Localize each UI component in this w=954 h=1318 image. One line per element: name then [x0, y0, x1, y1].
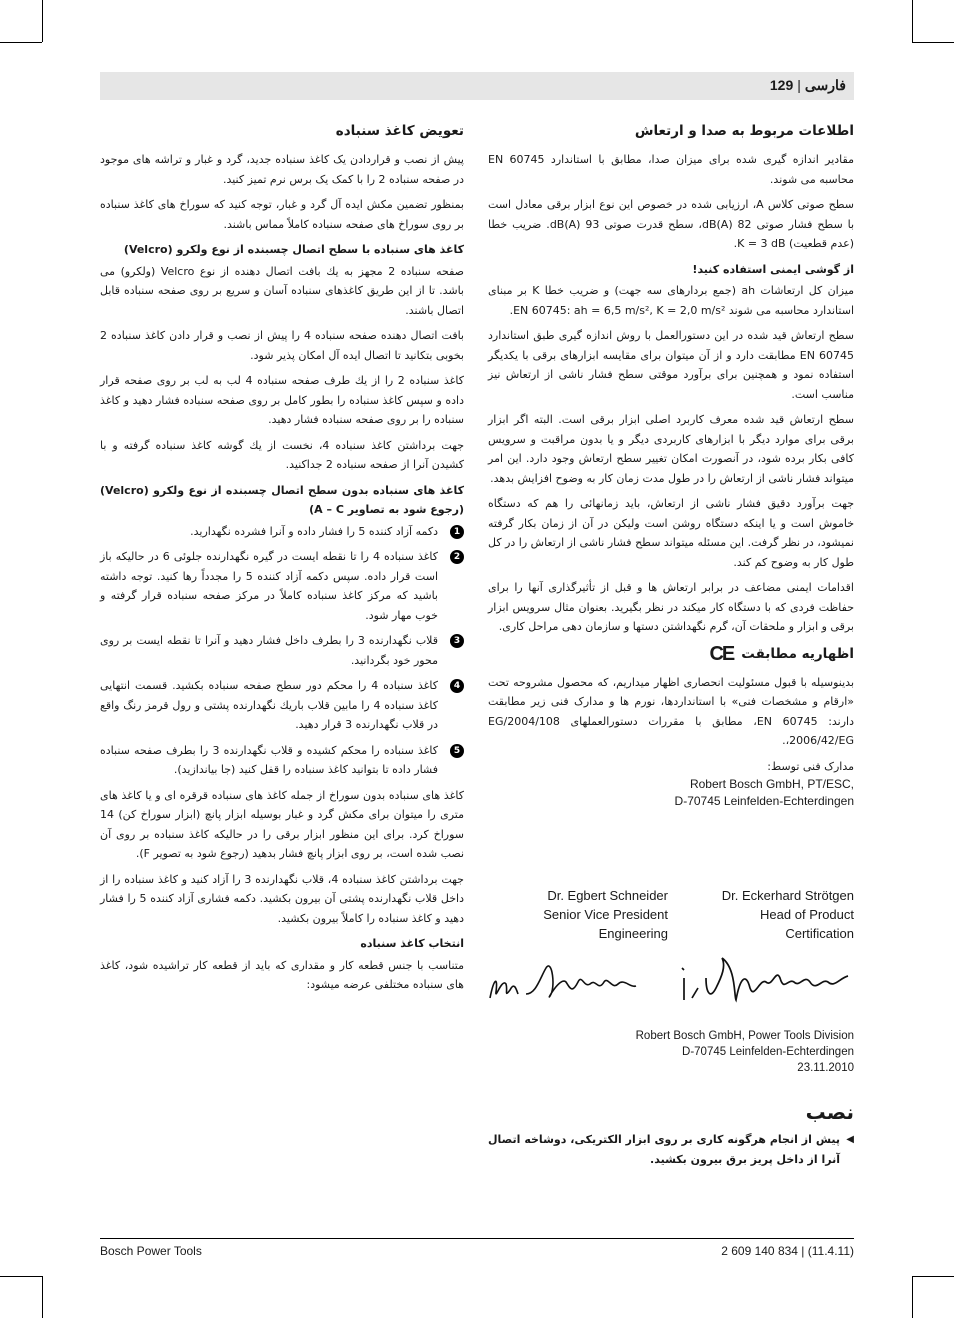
crop-mark: [42, 1276, 43, 1318]
step-list: [100, 522, 464, 780]
install-warning: [488, 1130, 854, 1170]
step-number-icon: 4: [450, 679, 464, 693]
crop-mark: [42, 0, 43, 42]
velcro-paragraph: کاغذ سنباده 2 را از یك طرف صفحه سنباده 4 لب به لب بر روی صفحه قرار داده و سپس کاغذ سنباده را بطور کامل بر روی صفحه سنباده فشار دهید و کاغذ سنباده را بر روی صفحه سنباده فشار دهید.: [100, 374, 464, 426]
header-language: فارسی: [804, 77, 846, 93]
holes-paragraph: جهت برداشتن کاغذ سنباده 4، قلاب نگهدارنده 3 را آزاد کنید و کاغذ سنباده را از داخل قلاب نگهدارنده پشتی آن بیرون بکشید. دکمه فشاری آزاد کننده 5 را فشار دهید و کاغذ سنباده را کاملاً بیرون بکشید.: [100, 872, 464, 925]
choose-paragraph: متناسب با جنس قطعه کار و مقداری که باید از قطعه کار تراشیده شود، کاغذ های سنباده مختلفی عرضه میشود:: [100, 958, 464, 991]
signer-role: Certification: [785, 926, 854, 941]
step-number-icon: 2: [450, 550, 464, 564]
vibration-paragraph: سطح ارتعاش قید شده معرف کاربرد اصلی ابزار برقی است. البته اگر ابزار برقی برای موارد دیگر با ابزارهای کاربردی دیگر و یا بدون مراقبت و سرویس کافی بکار برده شود، در آنصورت امکان تغییر سطح ارتعاش وجود دارد. این امر میتواند فشار ناشی از ارتعاش را در طول مدت زمان کار به وضوح افزایش بدهد.: [488, 413, 854, 485]
install-title: نصب: [805, 1100, 854, 1124]
bullet-triangle-icon: ◀: [846, 1134, 854, 1145]
right-column: [488, 118, 854, 810]
crop-mark: [912, 1276, 954, 1277]
signer-left: [488, 886, 668, 943]
crop-mark: [0, 1276, 42, 1277]
step-text: کاغذ سنباده 4 را تا نقطه ایست در گیره نگهدارنده جلوئی 6 در حالیکه باز است قرار داده. سپس دکمه آزاد کننده 5 را مجدداً رها کنید. توجه داشته باشید که مرکز کاغذ سنباده کاملاً در مرکز صفحه سنباده قرار گرفته و خوب مهار شود.: [100, 550, 439, 622]
ce-title-text: اظهاریه مطابقت: [741, 645, 854, 662]
tech-docs-address-2: D-70745 Leinfelden-Echterdingen: [674, 794, 854, 808]
replace-title: تعویض کاغذ سنباده: [335, 123, 464, 139]
velcro-title: کاغذ های سنباده با سطح اتصال چسبنده از نوع ولکرو (Velcro): [123, 243, 464, 256]
vibration-paragraph: اقدامات ایمنی مضاعف در برابر ارتعاش ها و قبل از تأثیرگذاری آنها را برای حفاظت فردی که با دستگاه کار میکند در نظر بگیرید. بعنوان مثال سرویس ابزار برقی و ابزار و ملحقات آن، گرم نگهداشتن دستها و سازمان دهی مراحل کاری.: [488, 581, 854, 633]
step-text: کاغذ سنباده را محکم کشیده و قلاب نگهدارنده 3 را بطرف صفحه سنباده فشار داده تا بتوانید کاغذ سنباده را قفل کنید (جا بیاندازید).: [100, 743, 438, 776]
company-date: 23.11.2010: [797, 1062, 854, 1074]
company-block: [488, 1028, 854, 1076]
signature-stroetgen: [676, 948, 856, 1008]
signer-role: Head of Product: [760, 907, 854, 922]
warning-text: پیش از انجام هرگونه کاری بر روی ابزار الکتریکی، دوشاخه اتصال آنرا از داخل پریز برق بیرون بکشید.: [488, 1133, 840, 1166]
step-item: [100, 676, 464, 735]
footer-rule: [100, 1238, 854, 1239]
velcro-paragraph: جهت برداشتن کاغذ سنباده 4، نخست از یك گوشه کاغذ سنباده گرفته و با کشیدن آنرا از صفحه سنباده 2 جداکنید.: [100, 438, 464, 471]
step-item: [100, 547, 464, 625]
crop-mark: [912, 42, 954, 43]
left-column: [100, 118, 464, 1001]
ce-mark-icon: CE: [709, 642, 734, 665]
noise-paragraph: مقادیر اندازه گیری شده برای میزان صدا، مطابق با استاندارد EN 60745 محاسبه می شوند.: [488, 153, 854, 186]
crop-mark: [912, 0, 913, 42]
signer-right: [704, 886, 854, 943]
noise-paragraph: سطح صوتی کلاس A، ارزیابی شده در خصوص این نوع ابزار برقی معادل است با سطح فشار صوتی 82 dB(A)، سطح قدرت صوتی 93 dB(A). ضریب خطا (عدم قطعیت) K = 3 dB.: [488, 198, 855, 250]
footer-doc-number: 2 609 140 834 | (11.4.11): [721, 1244, 854, 1258]
signature-schneider: [486, 948, 646, 1008]
vibration-paragraph: سطح ارتعاش قید شده در این دستورالعمل با روش اندازه گیری طبق استاندارد EN 60745 مطابقت دارد و از آن میتوان برای مقایسه ابزارهای برقی با یکدیگر استفاده نمود و همچنین برای برآورد موقتی سطح فشار ناشی از ارتعاش نیز مناسب است.: [488, 329, 854, 401]
signer-name: Dr. Eckerhard Strötgen: [721, 888, 854, 903]
choose-title: انتخاب کاغذ سنباده: [360, 937, 464, 950]
signer-name: Dr. Egbert Schneider: [547, 888, 668, 903]
company-line: Robert Bosch GmbH, Power Tools Division: [635, 1030, 854, 1042]
signer-role: Senior Vice President: [543, 907, 668, 922]
step-text: دکمه آزاد کننده 5 را فشار داده و آنرا فشرده نگهدارید.: [190, 524, 438, 538]
page-header: [100, 72, 854, 100]
velcro-paragraph: صفحه سنباده 2 مجهز به یك بافت اتصال دهنده از نوع Velcro (ولکرو) می باشد. تا از این طریق کاغذهای سنباده آسان و سریع بر روی صفحه سنباده قابل اتصال باشند.: [100, 264, 464, 317]
step-number-icon: 3: [450, 634, 464, 648]
replace-paragraph: پیش از نصب و قراردادن یک کاغذ سنباده جدید، گرد و غبار و تراشه های موجود در صفحه سنباده 2 را با کمک یک برس نرم تمیز کنید.: [100, 153, 464, 186]
vibration-paragraph: میزان کل ارتعاشات ah (جمع بردارهای سه جهت) و ضریب خطا K بر مبنای استاندارد محاسبه می شوند EN 60745: ah = 6,5 m/s², K = 2,0 m/s².: [488, 284, 854, 317]
step-item: [100, 741, 464, 780]
vibration-paragraph: جهت برآورد دقیق فشار ناشی از ارتعاش، باید زمانهائی را هم که دستگاه خاموش است و یا اینکه دستگاه روشن است ولیکن در آن از زمان بکار گرفته نمیشود، در نظر گرفت. این مسئله میتواند سطح فشار ناشی از ارتعاش را در کل طول کار به وضوح کم کند.: [488, 497, 854, 569]
crop-mark: [0, 42, 42, 43]
signer-role: Engineering: [598, 926, 668, 941]
crop-mark: [912, 1276, 913, 1318]
hearing-protection-note: از گوشی ایمنی استفاده کنید!: [692, 262, 854, 276]
tech-docs-address-1: Robert Bosch GmbH, PT/ESC,: [689, 777, 854, 791]
step-text: قلاب نگهدارنده 3 را بطرف داخل فشار دهید و آنرا تا نقطه ایست بر روی محور خود بگردانید.: [100, 634, 439, 667]
page-number: 129: [769, 77, 794, 93]
header-text: فارسی|129: [769, 77, 846, 93]
step-number-icon: 1: [450, 525, 464, 539]
step-text: کاغذ سنباده 4 را محکم دور سطح صفحه سنباده بکشید. قسمت انتهایی کاغذ سنباده 4 را مابین قلاب باریك نگهدارنده پشتی و رول قرمز رنگ واقع در قلاب نگهدارنده 3 قرار دهید.: [100, 679, 438, 731]
step-item: [100, 631, 464, 670]
signers: [488, 886, 854, 943]
ce-title: [488, 643, 854, 665]
velcro-paragraph: بافت اتصال دهنده صفحه سنباده 4 را پیش از نصب و قرار دادن کاغذ سنباده 2 بخوبی بتکانید تا اتصال ایده آل امکان پذیر شود.: [100, 329, 464, 362]
holes-paragraph: کاغذ های سنباده بدون سوراخ از جمله کاغذ های سنباده قرقره ای و یا کاغذ های متری را میتوان برای مکش گرد و غبار بوسیله ابزار پانچ (ابزار سوراخ کن) 14 سوراخ کرد. برای این منظور ابزار برقی را در حالیکه کاغذ سنباده بر روی آن نصب شده است، بر روی ابزار پانچ فشار بدهید (رجوع شود به تصویر F).: [100, 788, 464, 860]
step-item: [100, 522, 464, 542]
replace-paragraph: بمنظور تضمین مکش ایده آل گرد و غبار، توجه کنید که سوراخ های کاغذ سنباده بر روی سوراخ های صفحه سنباده کاملاً مماس باشند.: [100, 198, 464, 231]
noise-title: اطلاعات مربوط به صدا و ارتعاش: [634, 123, 854, 139]
ce-paragraph: بدینوسیله با قبول مسئولیت انحصاری اظهار میداریم، که محصول مشروحه تحت «ارقام و مشخصات فنی» با استانداردها، نورم ها و مدارک فنی زیر مطابقت دارند: EN 60745، مطابق با مقررات دستورالعملهای 2004/108/EG ،2006/42/EG.: [488, 675, 855, 747]
step-number-icon: 5: [450, 744, 464, 758]
tech-docs-label: مدارک فنی توسط:: [767, 759, 854, 773]
company-line: D-70745 Leinfelden-Echterdingen: [682, 1046, 854, 1058]
footer-brand: Bosch Power Tools: [100, 1244, 202, 1258]
no-velcro-title: کاغذ های سنباده بدون سطح اتصال چسبنده از نوع ولکرو (Velcro) (رجوع شود به تصاویر A – C): [100, 483, 464, 516]
